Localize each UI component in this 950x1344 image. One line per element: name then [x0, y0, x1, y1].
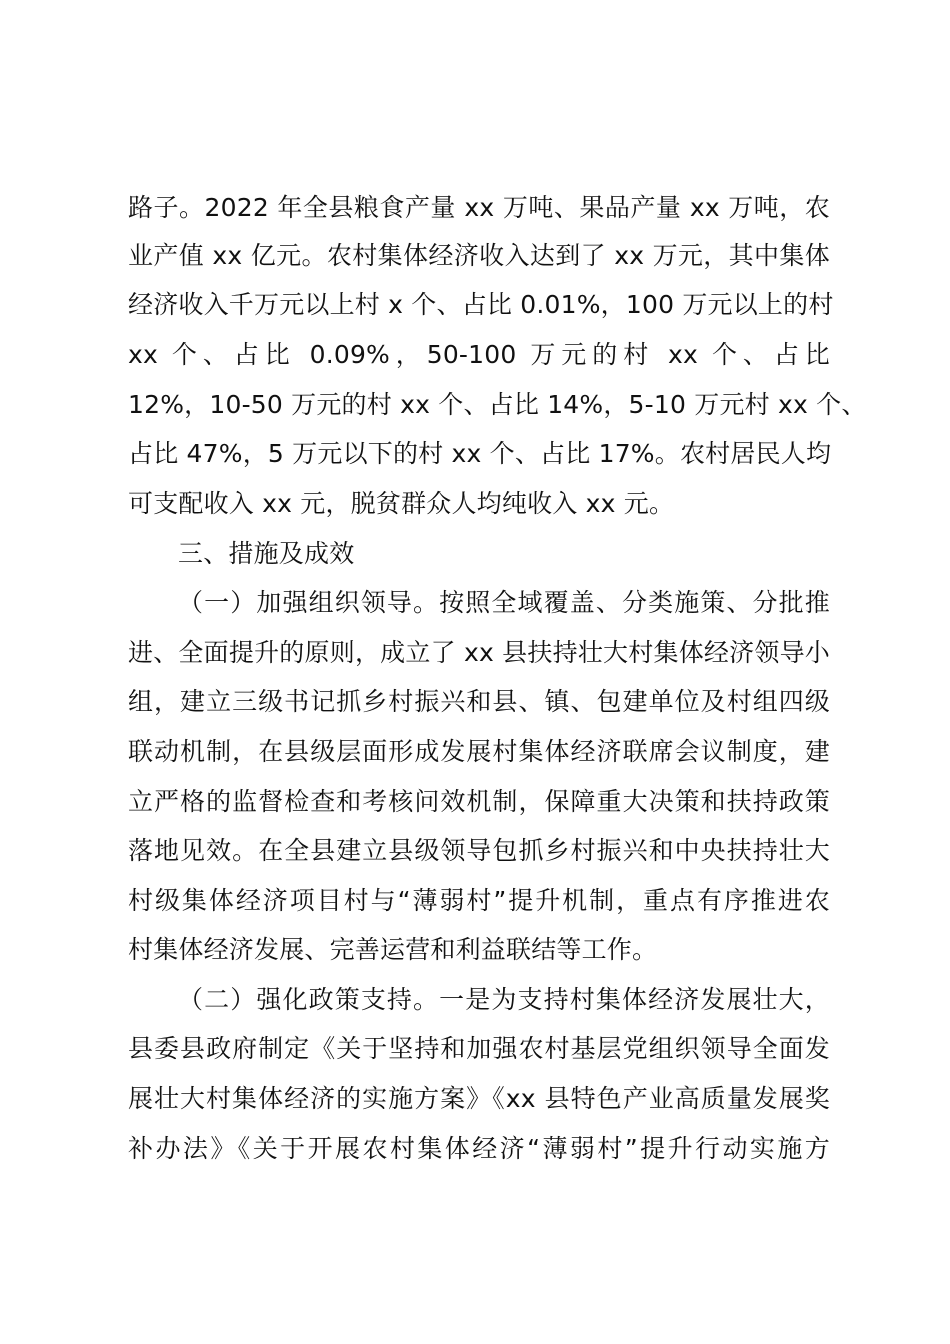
- paragraph-line: 可支配收入 xx 元，脱贫群众人均纯收入 xx 元。: [128, 489, 675, 518]
- paragraph-line: 业产值 xx 亿元。农村集体经济收入达到了 xx 万元，其中集体: [128, 241, 830, 270]
- paragraph-line: 县委县政府制定《关于坚持和加强农村基层党组织领导全面发: [128, 1034, 830, 1063]
- paragraph-line: 路子。2022 年全县粮食产量 xx 万吨、果品产量 xx 万吨，农: [128, 193, 830, 222]
- paragraph-line: （一）加强组织领导。按照全域覆盖、分类施策、分批推: [178, 588, 830, 617]
- paragraph-line: 12%，10-50 万元的村 xx 个、占比 14%，5-10 万元村 xx 个、: [128, 390, 867, 419]
- paragraph-line: 联动机制，在县级层面形成发展村集体经济联席会议制度，建: [128, 737, 830, 766]
- section-heading: 三、措施及成效: [178, 539, 355, 568]
- paragraph-line: 立严格的监督检查和考核问效机制，保障重大决策和扶持政策: [128, 787, 830, 816]
- paragraph-line: 补办法》《关于开展农村集体经济“薄弱村”提升行动实施方: [128, 1134, 830, 1163]
- paragraph-line: xx 个、占比 0.09%，50-100 万元的村 xx 个、占比: [128, 340, 830, 369]
- paragraph-line: 占比 47%，5 万元以下的村 xx 个、占比 17%。农村居民人均: [128, 439, 832, 468]
- paragraph-line: （二）强化政策支持。一是为支持村集体经济发展壮大，: [178, 985, 830, 1014]
- paragraph-line: 经济收入千万元以上村 x 个、占比 0.01%，100 万元以上的村: [128, 290, 834, 319]
- paragraph-line: 展壮大村集体经济的实施方案》《xx 县特色产业高质量发展奖: [128, 1084, 830, 1113]
- paragraph-line: 村级集体经济项目村与“薄弱村”提升机制，重点有序推进农: [128, 886, 830, 915]
- paragraph-line: 组，建立三级书记抓乡村振兴和县、镇、包建单位及村组四级: [128, 687, 830, 716]
- paragraph-line: 落地见效。在全县建立县级领导包抓乡村振兴和中央扶持壮大: [128, 836, 830, 865]
- paragraph-line: 村集体经济发展、完善运营和利益联结等工作。: [128, 935, 658, 964]
- paragraph-line: 进、全面提升的原则，成立了 xx 县扶持壮大村集体经济领导小: [128, 638, 830, 667]
